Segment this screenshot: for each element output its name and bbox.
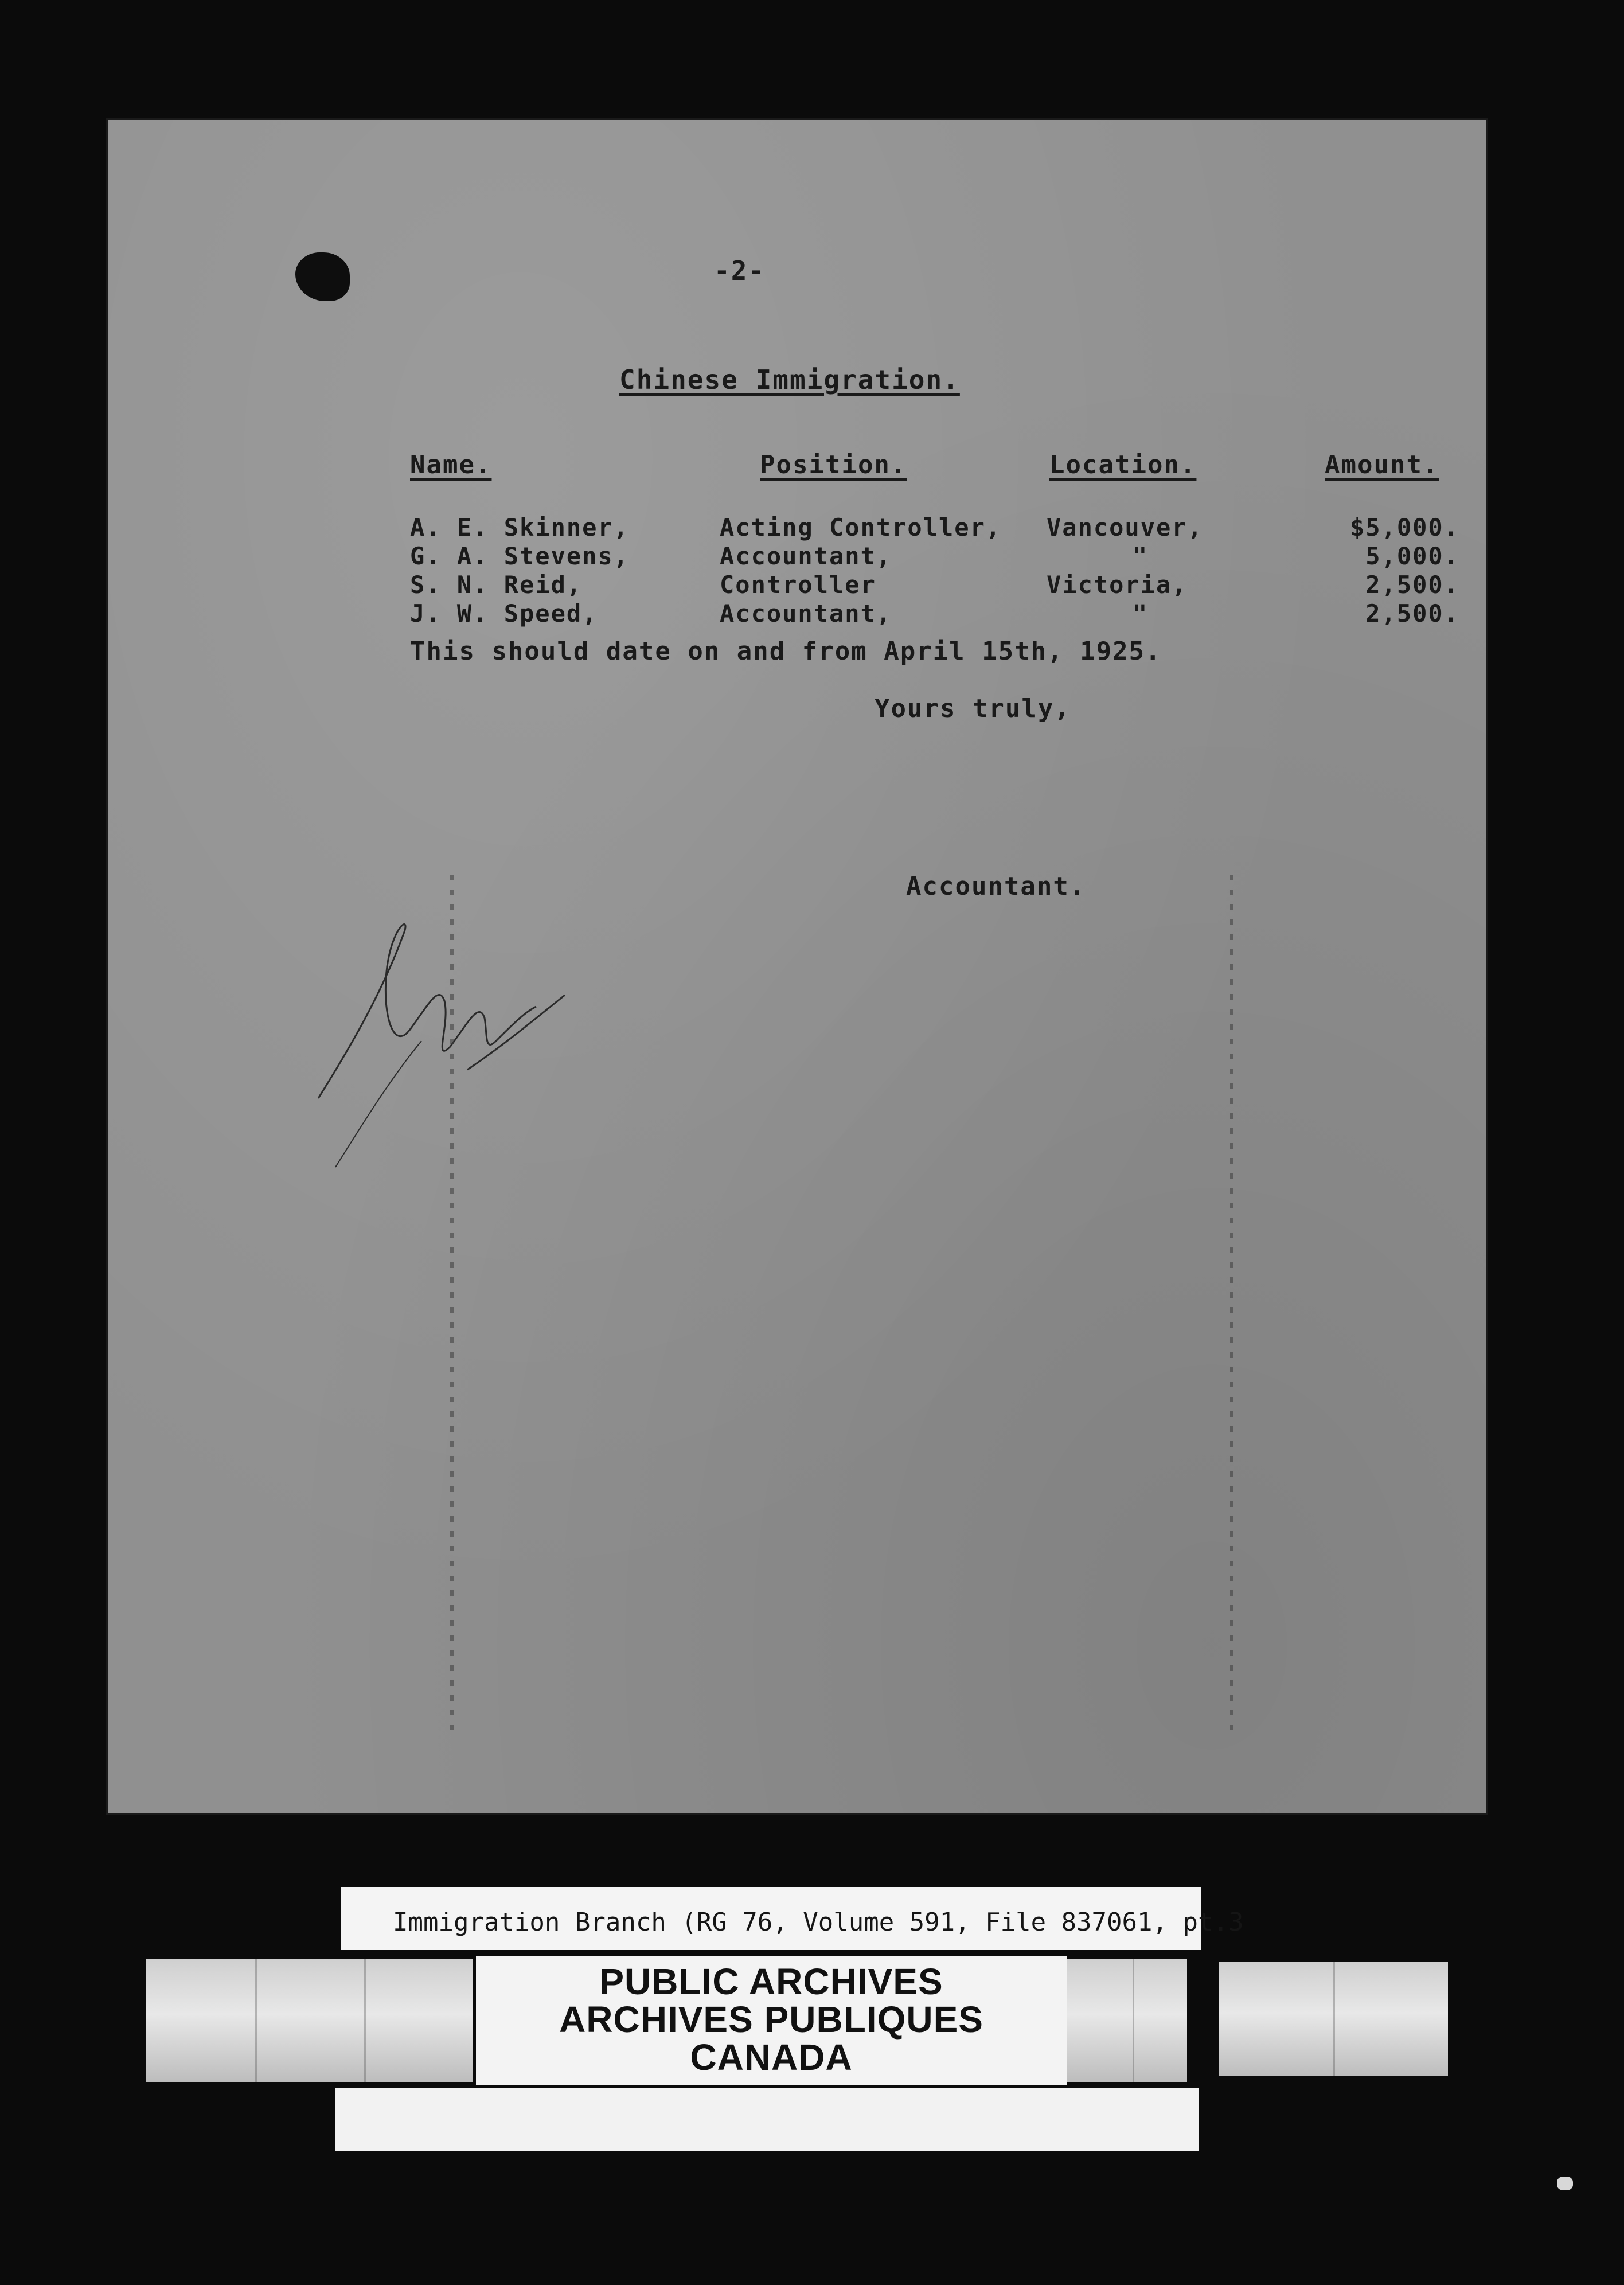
row-amount: $5,000. [1349, 513, 1459, 541]
effective-date-note: This should date on and from April 15th, 1925. [410, 637, 1162, 666]
corner-mark [1557, 2177, 1573, 2190]
row-amount: 5,000. [1365, 542, 1459, 570]
table-row [106, 513, 1488, 542]
column-header-amount: Amount. [1325, 450, 1439, 479]
column-header-location: Location. [1049, 450, 1197, 479]
column-header-position: Position. [760, 450, 907, 479]
table-row [106, 542, 1488, 571]
fold-line [1230, 875, 1233, 1735]
document-title: Chinese Immigration. [619, 364, 960, 395]
tape-seam [364, 1959, 366, 2082]
table-row [106, 571, 1488, 599]
row-name: G. A. Stevens, [410, 542, 630, 570]
archive-reference: Immigration Branch (RG 76, Volume 591, File 837061, pt.3 [393, 1908, 1244, 1937]
archive-tape [1064, 1959, 1187, 2082]
row-name: A. E. Skinner, [410, 513, 630, 541]
archive-bottom-strip [335, 2088, 1199, 2151]
row-position: Accountant, [720, 542, 892, 570]
row-amount: 2,500. [1365, 599, 1459, 627]
row-name: S. N. Reid, [410, 571, 583, 599]
row-location: " [1133, 599, 1149, 627]
column-header-name: Name. [410, 450, 492, 479]
stamp-line: ARCHIVES PUBLIQUES [559, 1999, 983, 2040]
signer-title: Accountant. [906, 872, 1086, 901]
row-location: Victoria, [1047, 571, 1188, 599]
document-page [106, 118, 1488, 1815]
closing: Yours truly, [875, 694, 1071, 723]
table-row [106, 599, 1488, 628]
archive-tape [1219, 1962, 1448, 2076]
row-amount: 2,500. [1365, 571, 1459, 599]
row-name: J. W. Speed, [410, 599, 598, 627]
row-position: Acting Controller, [720, 513, 1002, 541]
stamp-line: PUBLIC ARCHIVES [599, 1961, 943, 2002]
row-position: Controller [720, 571, 876, 599]
row-location: " [1133, 542, 1149, 570]
page-number: -2- [714, 255, 766, 286]
archives-stamp [476, 1956, 1067, 2085]
ink-blot [295, 252, 350, 301]
archive-reference-strip [341, 1887, 1244, 1950]
handwritten-initials [295, 880, 616, 1179]
stamp-line: CANADA [690, 2037, 853, 2078]
tape-seam [1133, 1959, 1134, 2082]
fold-line [450, 875, 454, 1735]
tape-seam [1333, 1962, 1335, 2076]
row-position: Accountant, [720, 599, 892, 627]
archive-tape [146, 1959, 473, 2082]
row-location: Vancouver, [1047, 513, 1203, 541]
tape-seam [255, 1959, 257, 2082]
